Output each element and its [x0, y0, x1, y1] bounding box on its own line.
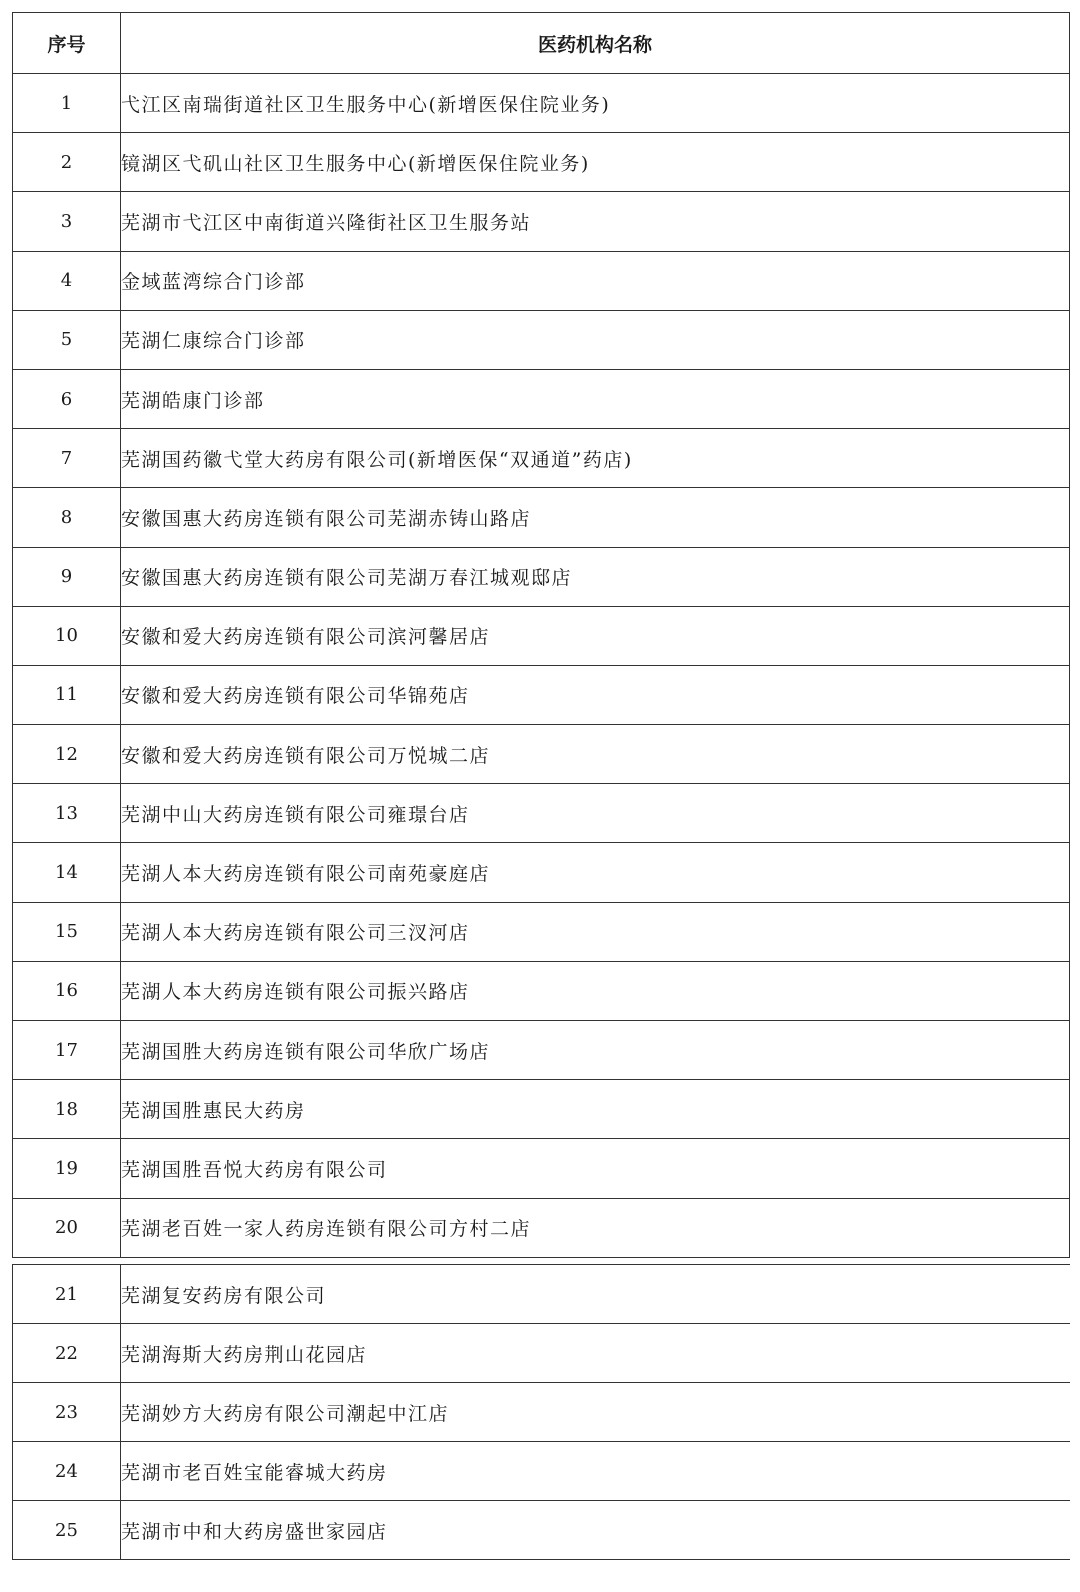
row-institution-name: 芜湖中山大药房连锁有限公司雍璟台店: [121, 784, 1070, 843]
table-row: [13, 1080, 1070, 1139]
row-institution-name: 安徽和爱大药房连锁有限公司滨河馨居店: [121, 606, 1070, 665]
row-index: 19: [13, 1139, 121, 1198]
table-row: [13, 1265, 1070, 1324]
row-index: 4: [13, 251, 121, 310]
row-index: 22: [13, 1324, 121, 1383]
row-institution-name: 弋江区南瑞街道社区卫生服务中心(新增医保住院业务): [121, 74, 1070, 133]
table-row: [13, 606, 1070, 665]
table-row: [13, 251, 1070, 310]
row-institution-name: 芜湖市弋江区中南街道兴隆街社区卫生服务站: [121, 192, 1070, 251]
row-institution-name: 芜湖皓康门诊部: [121, 369, 1070, 428]
table-row: [13, 902, 1070, 961]
table-row: [13, 133, 1070, 192]
table-row: [13, 488, 1070, 547]
table-row: [13, 1021, 1070, 1080]
table-row: [13, 1442, 1070, 1501]
table-row: [13, 1501, 1070, 1560]
row-index: 20: [13, 1198, 121, 1257]
row-index: 9: [13, 547, 121, 606]
row-institution-name: 芜湖复安药房有限公司: [121, 1265, 1070, 1324]
row-index: 1: [13, 74, 121, 133]
row-index: 15: [13, 902, 121, 961]
table-row: [13, 784, 1070, 843]
header-institution-name: 医药机构名称: [121, 13, 1070, 74]
row-institution-name: 芜湖市老百姓宝能睿城大药房: [121, 1442, 1070, 1501]
row-index: 11: [13, 665, 121, 724]
row-institution-name: 芜湖国胜大药房连锁有限公司华欣广场店: [121, 1021, 1070, 1080]
table-row: [13, 1383, 1070, 1442]
row-institution-name: 芜湖海斯大药房荆山花园店: [121, 1324, 1070, 1383]
row-index: 8: [13, 488, 121, 547]
table-row: [13, 1198, 1070, 1257]
row-index: 21: [13, 1265, 121, 1324]
table-row: [13, 369, 1070, 428]
row-institution-name: 芜湖国胜惠民大药房: [121, 1080, 1070, 1139]
row-index: 18: [13, 1080, 121, 1139]
row-index: 25: [13, 1501, 121, 1560]
table-row: [13, 429, 1070, 488]
row-institution-name: 镜湖区弋矶山社区卫生服务中心(新增医保住院业务): [121, 133, 1070, 192]
row-institution-name: 安徽国惠大药房连锁有限公司芜湖万春江城观邸店: [121, 547, 1070, 606]
row-index: 17: [13, 1021, 121, 1080]
row-institution-name: 金域蓝湾综合门诊部: [121, 251, 1070, 310]
row-institution-name: 芜湖人本大药房连锁有限公司三汊河店: [121, 902, 1070, 961]
row-index: 23: [13, 1383, 121, 1442]
row-index: 7: [13, 429, 121, 488]
row-index: 2: [13, 133, 121, 192]
header-index: 序号: [13, 13, 121, 74]
row-institution-name: 安徽国惠大药房连锁有限公司芜湖赤铸山路店: [121, 488, 1070, 547]
table-row: [13, 1139, 1070, 1198]
row-index: 14: [13, 843, 121, 902]
row-institution-name: 芜湖国胜吾悦大药房有限公司: [121, 1139, 1070, 1198]
table-row: [13, 547, 1070, 606]
row-institution-name: 芜湖国药徽弋堂大药房有限公司(新增医保“双通道”药店): [121, 429, 1070, 488]
row-institution-name: 芜湖仁康综合门诊部: [121, 310, 1070, 369]
row-institution-name: 安徽和爱大药房连锁有限公司万悦城二店: [121, 725, 1070, 784]
row-institution-name: 安徽和爱大药房连锁有限公司华锦苑店: [121, 665, 1070, 724]
row-index: 6: [13, 369, 121, 428]
table-row: [13, 74, 1070, 133]
row-institution-name: 芜湖老百姓一家人药房连锁有限公司方村二店: [121, 1198, 1070, 1257]
table-row: [13, 725, 1070, 784]
table-row: [13, 665, 1070, 724]
row-institution-name: 芜湖人本大药房连锁有限公司南苑豪庭店: [121, 843, 1070, 902]
row-index: 16: [13, 961, 121, 1020]
table-header-row: [13, 13, 1070, 74]
row-index: 10: [13, 606, 121, 665]
row-index: 13: [13, 784, 121, 843]
institution-table-part-2: [12, 1264, 1070, 1560]
row-index: 5: [13, 310, 121, 369]
row-index: 3: [13, 192, 121, 251]
table-row: [13, 1324, 1070, 1383]
row-institution-name: 芜湖人本大药房连锁有限公司振兴路店: [121, 961, 1070, 1020]
row-institution-name: 芜湖市中和大药房盛世家园店: [121, 1501, 1070, 1560]
table-row: [13, 192, 1070, 251]
row-institution-name: 芜湖妙方大药房有限公司潮起中江店: [121, 1383, 1070, 1442]
row-index: 24: [13, 1442, 121, 1501]
row-index: 12: [13, 725, 121, 784]
institution-table-part-1: [12, 12, 1070, 1258]
table-row: [13, 961, 1070, 1020]
table-row: [13, 843, 1070, 902]
table-row: [13, 310, 1070, 369]
